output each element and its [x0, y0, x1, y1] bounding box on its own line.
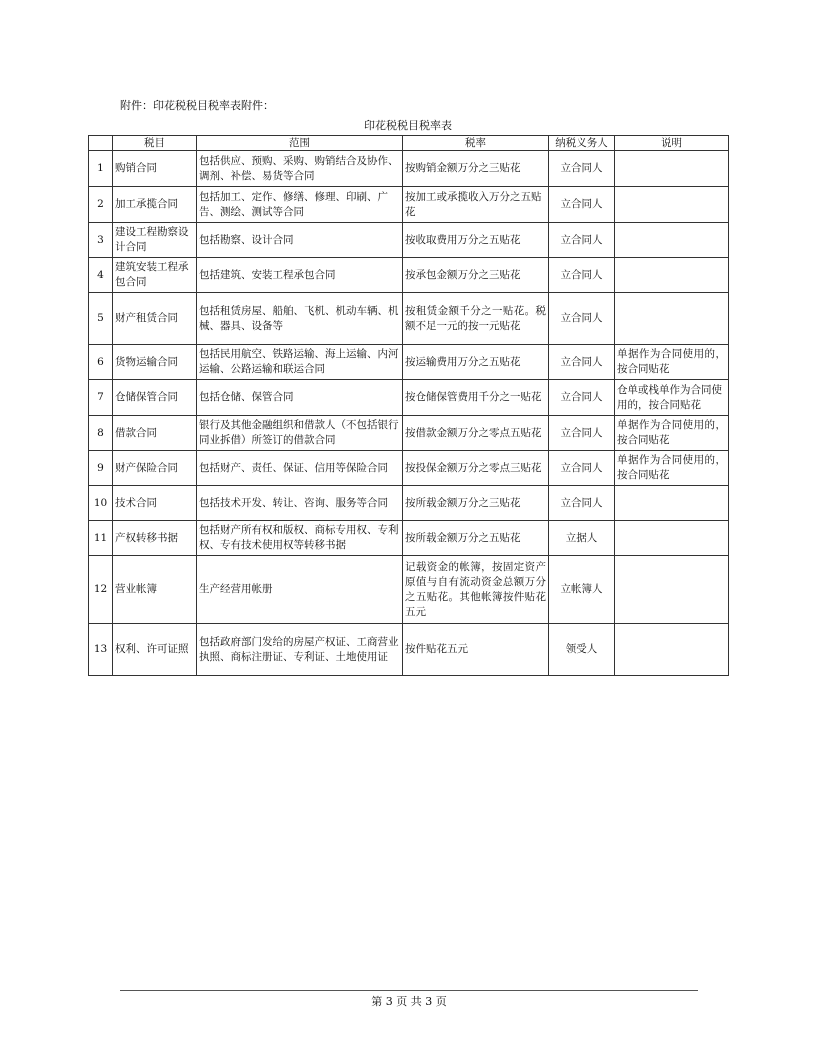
row-note: 单据作为合同使用的，按合同贴花	[615, 345, 729, 380]
row-payer: 立合同人	[549, 345, 615, 380]
row-scope: 包括建筑、安装工程承包合同	[197, 258, 403, 293]
row-item: 加工承揽合同	[113, 187, 197, 223]
row-item: 营业帐簿	[113, 556, 197, 624]
row-number: 2	[89, 187, 113, 223]
row-note: 单据作为合同使用的，按合同贴花	[615, 451, 729, 486]
row-scope: 银行及其他金融组织和借款人（不包括银行同业拆借）所签订的借款合同	[197, 416, 403, 451]
row-number: 11	[89, 521, 113, 556]
row-payer: 立合同人	[549, 451, 615, 486]
row-number: 4	[89, 258, 113, 293]
row-rate: 按购销金额万分之三贴花	[403, 151, 549, 187]
row-rate: 按仓储保管费用千分之一贴花	[403, 380, 549, 416]
row-rate: 按租赁金额千分之一贴花。税额不足一元的按一元贴花	[403, 293, 549, 345]
table-row	[89, 380, 729, 416]
row-note	[615, 293, 729, 345]
row-note	[615, 521, 729, 556]
row-scope: 包括勘察、设计合同	[197, 223, 403, 258]
table-title: 印花税税目税率表	[364, 119, 452, 132]
row-note: 单据作为合同使用的，按合同贴花	[615, 416, 729, 451]
row-note	[615, 556, 729, 624]
row-item: 财产保险合同	[113, 451, 197, 486]
row-note	[615, 486, 729, 521]
row-payer: 立帐簿人	[549, 556, 615, 624]
row-number: 10	[89, 486, 113, 521]
row-payer: 立合同人	[549, 258, 615, 293]
table-row	[89, 521, 729, 556]
row-scope: 包括财产所有权和版权、商标专用权、专利权、专有技术使用权等转移书据	[197, 521, 403, 556]
row-number: 6	[89, 345, 113, 380]
col-header-item: 税目	[113, 136, 197, 151]
row-scope: 生产经营用帐册	[197, 556, 403, 624]
row-number: 8	[89, 416, 113, 451]
row-payer: 立合同人	[549, 416, 615, 451]
row-rate: 按收取费用万分之五贴花	[403, 223, 549, 258]
row-payer: 立合同人	[549, 293, 615, 345]
row-item: 产权转移书据	[113, 521, 197, 556]
row-item: 仓储保管合同	[113, 380, 197, 416]
col-header-payer: 纳税义务人	[549, 136, 615, 151]
table-row	[89, 345, 729, 380]
row-rate: 按所载金额万分之三贴花	[403, 486, 549, 521]
row-number: 12	[89, 556, 113, 624]
row-rate: 按所载金额万分之五贴花	[403, 521, 549, 556]
table-row	[89, 223, 729, 258]
row-payer: 立合同人	[549, 486, 615, 521]
row-note	[615, 258, 729, 293]
row-scope: 包括政府部门发给的房屋产权证、工商营业执照、商标注册证、专利证、土地使用证	[197, 624, 403, 676]
row-item: 技术合同	[113, 486, 197, 521]
col-header-scope: 范围	[197, 136, 403, 151]
row-rate: 按投保金额万分之零点三贴花	[403, 451, 549, 486]
col-header-no	[89, 136, 113, 151]
row-number: 1	[89, 151, 113, 187]
row-item: 货物运输合同	[113, 345, 197, 380]
row-rate: 按件贴花五元	[403, 624, 549, 676]
table-row	[89, 187, 729, 223]
row-payer: 领受人	[549, 624, 615, 676]
row-scope: 包括技术开发、转让、咨询、服务等合同	[197, 486, 403, 521]
table-row	[89, 556, 729, 624]
row-rate: 记载资金的帐簿，按固定资产原值与自有流动资金总额万分之五贴花。其他帐簿按件贴花五元	[403, 556, 549, 624]
tax-rate-table	[88, 135, 729, 676]
row-payer: 立合同人	[549, 380, 615, 416]
row-scope: 包括租赁房屋、船舶、飞机、机动车辆、机械、器具、设备等	[197, 293, 403, 345]
row-number: 9	[89, 451, 113, 486]
col-header-note: 说明	[615, 136, 729, 151]
row-number: 5	[89, 293, 113, 345]
row-note: 仓单或栈单作为合同使用的，按合同贴花	[615, 380, 729, 416]
table-row	[89, 151, 729, 187]
page-number: 第 3 页 共 3 页	[371, 995, 447, 1008]
row-note	[615, 223, 729, 258]
row-item: 财产租赁合同	[113, 293, 197, 345]
table-header-row	[89, 136, 729, 151]
table-row	[89, 258, 729, 293]
table-row	[89, 451, 729, 486]
row-payer: 立合同人	[549, 223, 615, 258]
row-number: 13	[89, 624, 113, 676]
row-note	[615, 624, 729, 676]
row-item: 借款合同	[113, 416, 197, 451]
row-item: 建设工程勘察设计合同	[113, 223, 197, 258]
footer-divider	[120, 990, 698, 991]
row-scope: 包括财产、责任、保证、信用等保险合同	[197, 451, 403, 486]
row-item: 建筑安装工程承包合同	[113, 258, 197, 293]
row-scope: 包括民用航空、铁路运输、海上运输、内河运输、公路运输和联运合同	[197, 345, 403, 380]
row-payer: 立据人	[549, 521, 615, 556]
table-row	[89, 293, 729, 345]
row-item: 购销合同	[113, 151, 197, 187]
table-row	[89, 416, 729, 451]
row-scope: 包括加工、定作、修缮、修理、印刷、广告、测绘、测试等合同	[197, 187, 403, 223]
row-number: 7	[89, 380, 113, 416]
row-item: 权利、许可证照	[113, 624, 197, 676]
row-rate: 按借款金额万分之零点五贴花	[403, 416, 549, 451]
row-scope: 包括供应、预购、采购、购销结合及协作、调剂、补偿、易货等合同	[197, 151, 403, 187]
row-rate: 按加工或承揽收入万分之五贴花	[403, 187, 549, 223]
row-note	[615, 187, 729, 223]
attachment-label: 附件：印花税税目税率表附件：	[120, 99, 274, 112]
row-payer: 立合同人	[549, 187, 615, 223]
row-note	[615, 151, 729, 187]
table-row	[89, 486, 729, 521]
row-payer: 立合同人	[549, 151, 615, 187]
row-rate: 按承包金额万分之三贴花	[403, 258, 549, 293]
col-header-rate: 税率	[403, 136, 549, 151]
row-scope: 包括仓储、保管合同	[197, 380, 403, 416]
table-row	[89, 624, 729, 676]
row-rate: 按运输费用万分之五贴花	[403, 345, 549, 380]
row-number: 3	[89, 223, 113, 258]
